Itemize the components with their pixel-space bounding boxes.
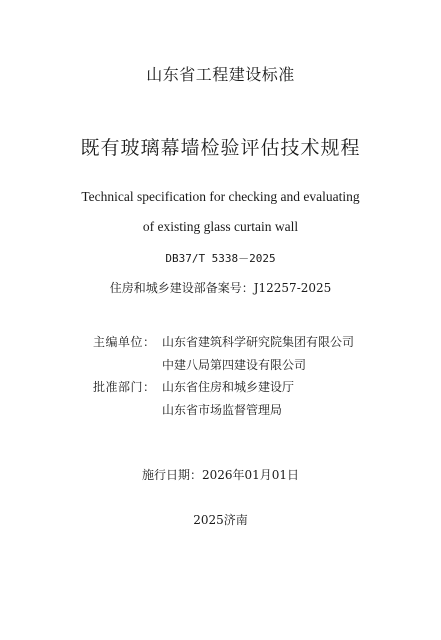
org-label: 主编单位： — [93, 335, 156, 349]
org-value: 山东省市场监督管理局 — [162, 402, 283, 417]
implementation-date: 施行日期：2026年01月01日 — [141, 468, 300, 482]
org-value: 山东省建筑科学研究院集团有限公司 — [162, 335, 355, 349]
org-value: 山东省住房和城乡建设厅 — [162, 380, 295, 394]
publication-place-year: 2025济南 — [193, 513, 248, 527]
document-title-chinese: 既有玻璃幕墙检验评估技术规程 — [80, 137, 361, 159]
org-label: 批准部门： — [93, 380, 156, 394]
org-value: 中建八局第四建设有限公司 — [162, 357, 307, 372]
standard-category-header: 山东省工程建设标准 — [146, 65, 295, 84]
record-number: 住房和城乡建设部备案号：J12257-2025 — [109, 281, 332, 295]
document-title-english-line-1: Technical specification for checking and evaluating — [81, 189, 360, 204]
standard-code: DB37/T 5338－2025 — [165, 252, 276, 265]
document-title-english-line-2: of existing glass curtain wall — [142, 219, 299, 234]
